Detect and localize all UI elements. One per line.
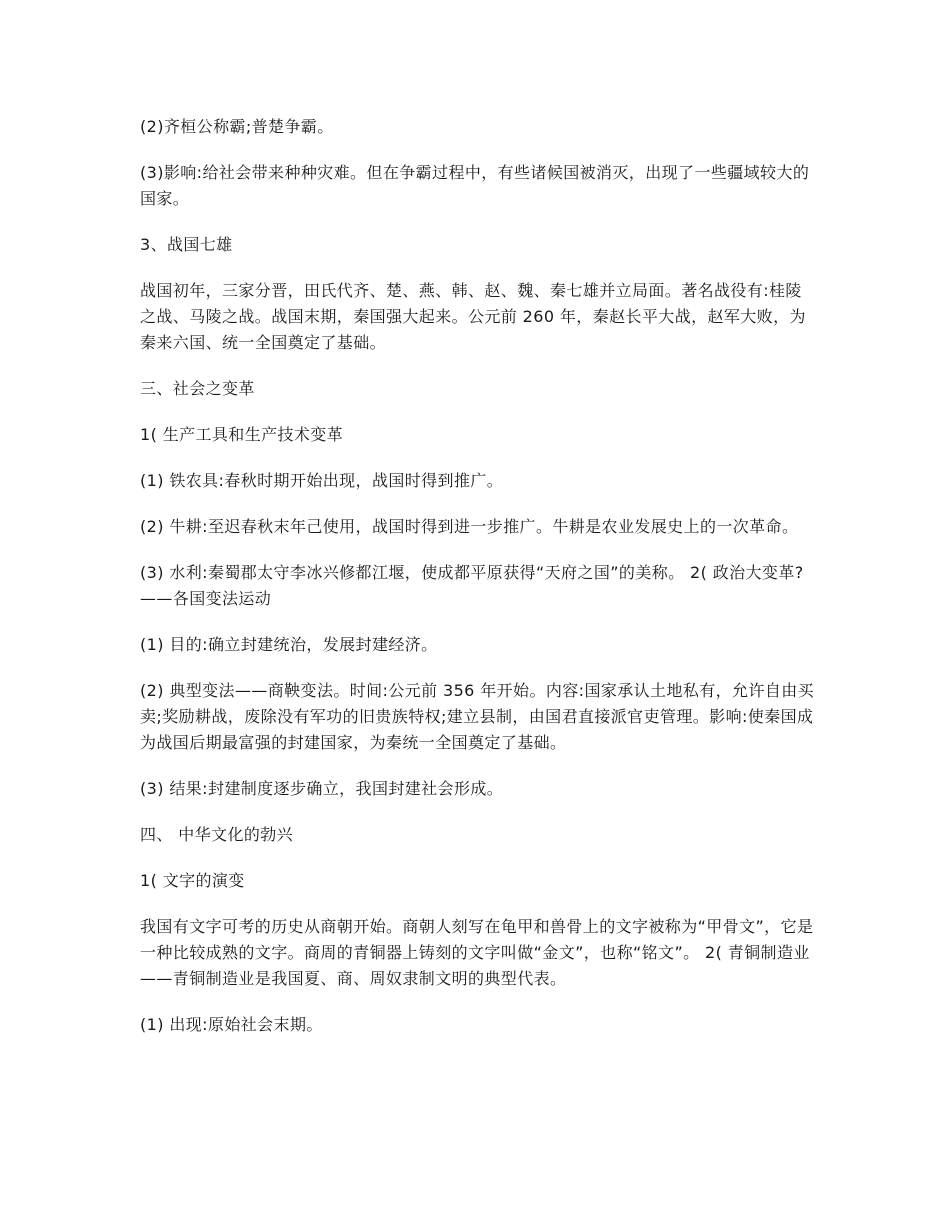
paragraph-qi-huan-gong: (2)齐桓公称霸;普楚争霸。 (140, 117, 334, 136)
paragraph-influence: (3)影响:给社会带来种种灾难。但在争霸过程中，有些诸候国被消灭，出现了一些疆域较大的国家。 (140, 163, 810, 208)
heading-social-reform: 三、社会之变革 (140, 379, 255, 398)
paragraph-water-conservancy: (3) 水利:秦蜀郡太守李冰兴修都江堰，使成都平原获得“天府之国”的美称。 2( 政治大变革?——各国变法运动 (140, 563, 804, 608)
document-body (140, 114, 816, 1058)
paragraph-oracle-bone-script: 我国有文字可考的历史从商朝开始。商朝人刻写在龟甲和兽骨上的文字被称为“甲骨文”，它是一种比较成熟的文字。商周的青铜器上铸刻的文字叫做“金文”，也称“铭文”。 2( 青铜制造业——青铜制造业是我国夏、商、周奴隶制文明的典型代表。 (140, 917, 814, 988)
paragraph-warring-states: 战国初年，三家分晋，田氏代齐、楚、燕、韩、赵、魏、秦七雄并立局面。著名战役有:桂陵之战、马陵之战。战国末期，秦国强大起来。公元前 260 年，秦赵长平大战，赵军大败，为秦来六国、统一全国奠定了基础。 (140, 281, 806, 352)
paragraph-shang-yang-reform: (2) 典型变法——商鞅变法。时间:公元前 356 年开始。内容:国家承认土地私有，允许自由买卖;奖励耕战，废除没有军功的旧贵族特权;建立县制，由国君直接派官吏管理。影响:使秦国成为战国后期最富强的封建国家，为秦统一全国奠定了基础。 (140, 681, 815, 752)
paragraph-ox-plough: (2) 牛耕:至迟春秋末年己使用，战国时得到进一步推广。牛耕是农业发展史上的一次革命。 (140, 517, 799, 536)
paragraph-iron-tools: (1) 铁农具:春秋时期开始出现，战国时得到推广。 (140, 471, 504, 490)
heading-seven-warring-states: 3、战国七雄 (140, 235, 233, 254)
heading-chinese-culture: 四、 中华文化的勃兴 (140, 825, 294, 844)
heading-script-evolution: 1( 文字的演变 (140, 871, 245, 890)
paragraph-reform-purpose: (1) 目的:确立封建统治，发展封建经济。 (140, 635, 438, 654)
paragraph-reform-result: (3) 结果:封建制度逐步确立，我国封建社会形成。 (140, 779, 504, 798)
heading-production-tools: 1( 生产工具和生产技术变革 (140, 425, 344, 444)
paragraph-bronze-origin: (1) 出现:原始社会末期。 (140, 1015, 323, 1034)
